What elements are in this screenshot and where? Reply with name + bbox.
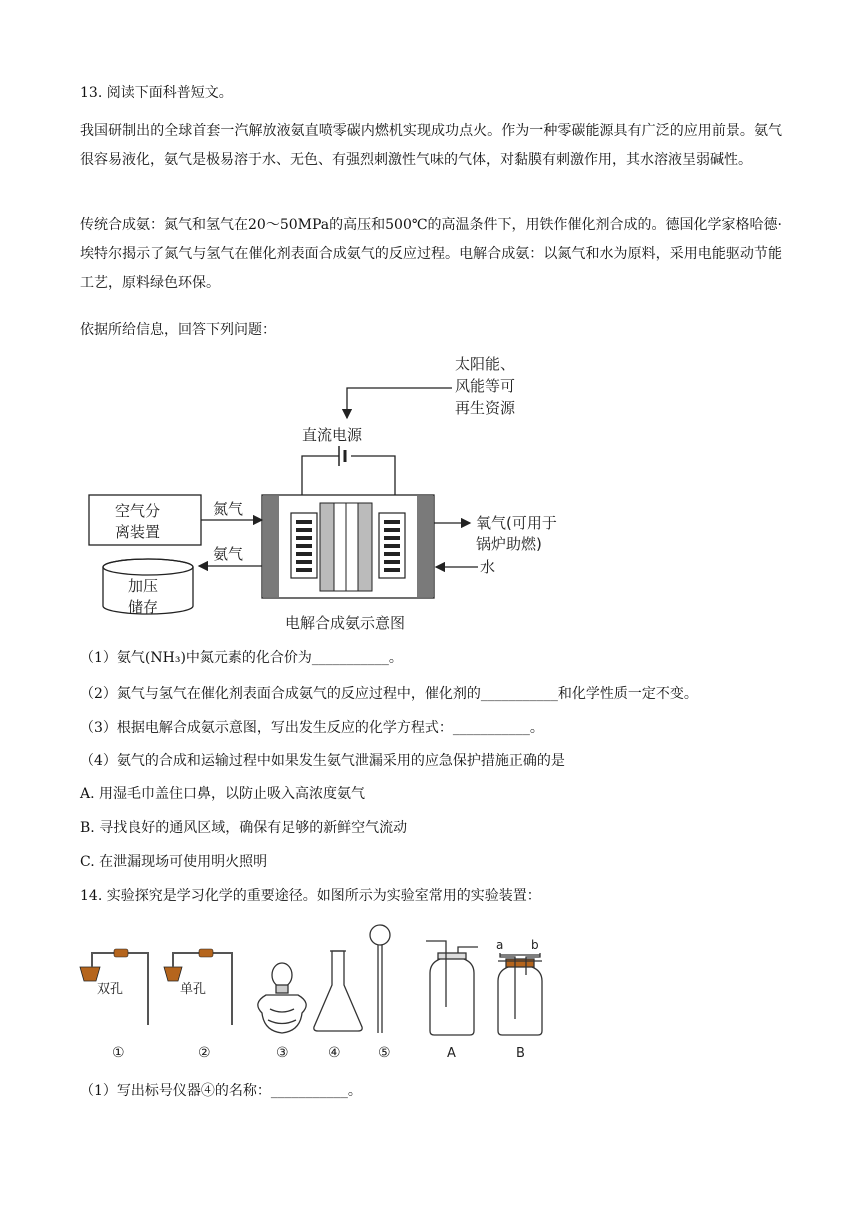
power-label: 直流电源 bbox=[302, 426, 363, 444]
q13-sub2: （2）氮气与氢气在催化剂表面合成氨气的反应过程中，催化剂的___________和化学性质一定不变。 bbox=[80, 686, 698, 702]
solar-label-3: 再生资源 bbox=[455, 399, 516, 417]
option-c: C. 在泄漏现场可使用明火照明 bbox=[80, 854, 268, 870]
oxygen-label-1: 氧气(可用于 bbox=[476, 514, 557, 532]
option-b: B. 寻找良好的通风区域，确保有足够的新鲜空气流动 bbox=[80, 820, 408, 836]
q13-sub3: （3）根据电解合成氨示意图，写出发生反应的化学方程式：___________。 bbox=[80, 720, 544, 736]
air-sep-label-1: 空气分 bbox=[115, 502, 161, 520]
q13-paragraph-1: 我国研制出的全球首套一汽解放液氨直喷零碳内燃机实现成功点火。作为一种零碳能源具有广泛的应用前景。氨气很容易液化，氨气是极易溶于水、无色、有强烈刺激性气味的气体，对黏膜有刺激作用，其水溶液呈弱碱性。 bbox=[80, 123, 782, 168]
solar-label-2: 风能等可 bbox=[455, 377, 516, 395]
port-a-label: a bbox=[496, 938, 504, 952]
q14-sub1: （1）写出标号仪器④的名称：___________。 bbox=[80, 1083, 362, 1099]
storage-label-2: 储存 bbox=[128, 598, 159, 616]
option-a: A. 用湿毛巾盖住口鼻，以防止吸入高浓度氨气 bbox=[80, 786, 366, 802]
label-b-bottle: B bbox=[516, 1046, 525, 1061]
gas-bottle-a-icon bbox=[426, 941, 478, 1035]
ammonia-label: 氨气 bbox=[213, 545, 244, 563]
solar-label-1: 太阳能、 bbox=[455, 355, 516, 373]
water-label: 水 bbox=[480, 558, 496, 576]
single-hole-label: 单孔 bbox=[180, 982, 207, 997]
oxygen-label-2: 锅炉助燃) bbox=[476, 535, 542, 553]
diagram-caption: 电解合成氨示意图 bbox=[285, 614, 406, 632]
gas-bottle-b-icon bbox=[498, 953, 542, 1035]
q14-title: 14. 实验探究是学习化学的重要途径。如图所示为实验室常用的实验装置： bbox=[80, 888, 541, 904]
q13-prompt: 依据所给信息，回答下列问题： bbox=[80, 322, 276, 338]
label-a-bottle: A bbox=[447, 1046, 456, 1061]
alcohol-lamp-icon bbox=[258, 963, 306, 1033]
lab-apparatus-diagram bbox=[0, 915, 860, 1065]
long-neck-funnel-icon bbox=[370, 925, 390, 1033]
label-2: ② bbox=[198, 1045, 211, 1061]
label-5: ⑤ bbox=[378, 1045, 391, 1061]
double-hole-label: 双孔 bbox=[97, 982, 124, 997]
label-1: ① bbox=[112, 1045, 125, 1061]
nitrogen-label: 氮气 bbox=[213, 500, 244, 518]
label-3: ③ bbox=[276, 1045, 289, 1061]
q13-sub4: （4）氨气的合成和运输过程中如果发生氨气泄漏采用的应急保护措施正确的是 bbox=[80, 753, 565, 769]
label-4: ④ bbox=[328, 1045, 341, 1061]
port-b-label: b bbox=[531, 938, 539, 952]
air-sep-label-2: 离装置 bbox=[115, 523, 161, 541]
q13-sub1: （1）氨气(NH₃)中氮元素的化合价为___________。 bbox=[80, 650, 403, 666]
q13-paragraph-2: 传统合成氨：氮气和氢气在20～50MPa的高压和500℃的高温条件下，用铁作催化剂合成的。德国化学家格哈德·埃特尔揭示了氮气与氢气在催化剂表面合成氨气的反应过程。电解合成氨：以氮气和水为原料，采用电能驱动节能工艺，原料绿色环保。 bbox=[80, 217, 782, 291]
storage-label-1: 加压 bbox=[128, 577, 159, 595]
q13-title: 13. 阅读下面科普短文。 bbox=[80, 85, 233, 101]
electrolysis-diagram bbox=[0, 348, 860, 648]
conical-flask-icon bbox=[314, 951, 362, 1031]
